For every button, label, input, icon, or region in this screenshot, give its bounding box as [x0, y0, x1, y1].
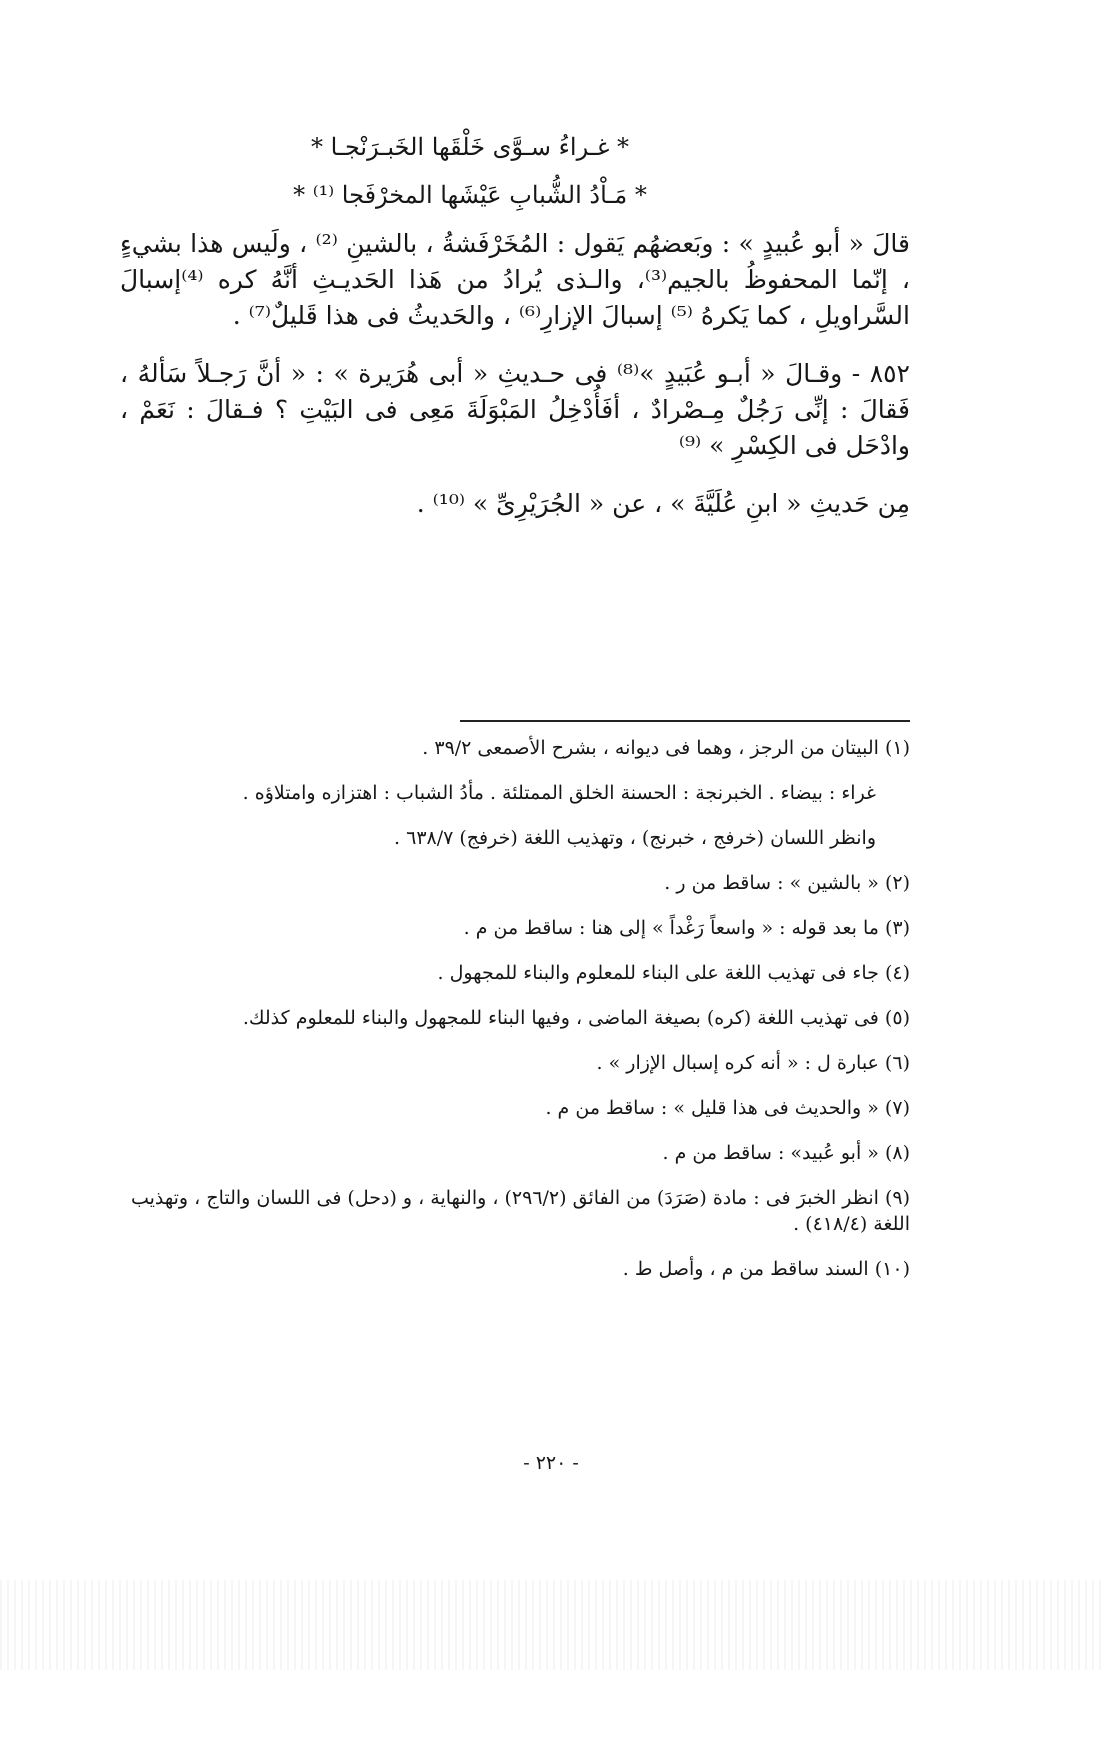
footnote-6: (٦) عبارة ل : « أنه كره إسبال الإزار » .	[596, 1052, 910, 1074]
main-text	[120, 130, 910, 544]
page-number: - ٢٢٠ -	[523, 1452, 579, 1474]
footnote-1-ref: وانظر اللسان (خرفج ، خبرنج) ، وتهذيب اللغة (خرفج) ٦٣٨/٧ .	[394, 827, 876, 849]
footnote-10: (١٠) السند ساقط من م ، وأصل ط .	[622, 1258, 910, 1280]
footnote-4: (٤) جاء فى تهذيب اللغة على البناء للمعلوم والبناء للمجهول .	[437, 962, 910, 984]
footnote-8: (٨) « أبو عُبيد» : ساقط من م .	[662, 1142, 910, 1164]
footnote-7: (٧) « والحديث فى هذا قليل » : ساقط من م .	[545, 1097, 910, 1119]
footnote-1: (١) البيتان من الرجز ، وهما فى ديوانه ، بشرح الأصمعى ٣٩/٢ .	[422, 737, 910, 759]
footnotes	[120, 735, 910, 1301]
footnote-5: (٥) فى تهذيب اللغة (كره) بصيغة الماضى ، وفيها البناء للمجهول والبناء للمعلوم كذلك.	[242, 1007, 910, 1029]
footnote-9: (٩) انظر الخبرَ فى : مادة (صَرَدَ) من الفائق (٢٩٦/٢) ، والنهاية ، و (دحل) فى اللسان والتاج ، وتهذيب اللغة (٤١٨/٤) .	[130, 1187, 910, 1235]
paragraph-2: ٨٥٢ - وقـالَ « أبـو عُبَيدٍ »⁽⁸⁾ فى حـديثِ « أبى هُرَيرة » : « أنَّ رَجـلاً سَألهُ ، فَقالَ : إنِّى رَجُلٌ مِـصْرادٌ ، أفَأُدْخِلُ المَبْوَلَةَ مَعِى فى البَيْتِ ؟ فـقالَ : نَعَمْ ، وادْحَل فى الكِسْرِ » ⁽⁹⁾	[120, 359, 910, 460]
footnote-divider	[460, 720, 910, 722]
footnote-2: (٢) « بالشين » : ساقط من ر .	[664, 872, 910, 894]
verse-line-1: * غـراءُ سـوَّى خَلْقَها الخَبـرَنْجـا *	[310, 133, 630, 161]
footnote-3: (٣) ما بعد قوله : « واسعاً رَغْداً » إلى هنا : ساقط من م .	[463, 917, 910, 939]
paragraph-3: مِن حَديثِ « ابنِ عُلَيَّةَ » ، عن « الجُرَيْرِىِّ » ⁽¹⁰⁾ .	[416, 489, 910, 518]
footnote-1-gloss: غراء : بيضاء . الخبرنجة : الحسنة الخلق الممتلئة . مأدُ الشباب : اهتزازه وامتلاؤه .	[242, 782, 876, 804]
paragraph-1: قالَ « أبو عُبيدٍ » : وبَعضهُم يَقول : المُخَرْفَشةُ ، بالشينِ ⁽²⁾ ، ولَيس هذا بشيءٍ ، إنّما المحفوظُ بالجيم⁽³⁾، والـذى يُرادُ من هَذا الحَديـثِ أنَّهُ كره ⁽⁴⁾إسبالَ السَّراويلِ ، كما يَكرهُ ⁽⁵⁾ إسبالَ الإزارِ⁽⁶⁾ ، والحَديثُ فى هذا قَليلٌ⁽⁷⁾ .	[120, 229, 910, 330]
scan-noise	[0, 1580, 1102, 1670]
verse-line-2: * مَـاْدُ الشُّبابِ عَيْشَها المخرْفَجا ⁽¹⁾ *	[293, 181, 647, 209]
